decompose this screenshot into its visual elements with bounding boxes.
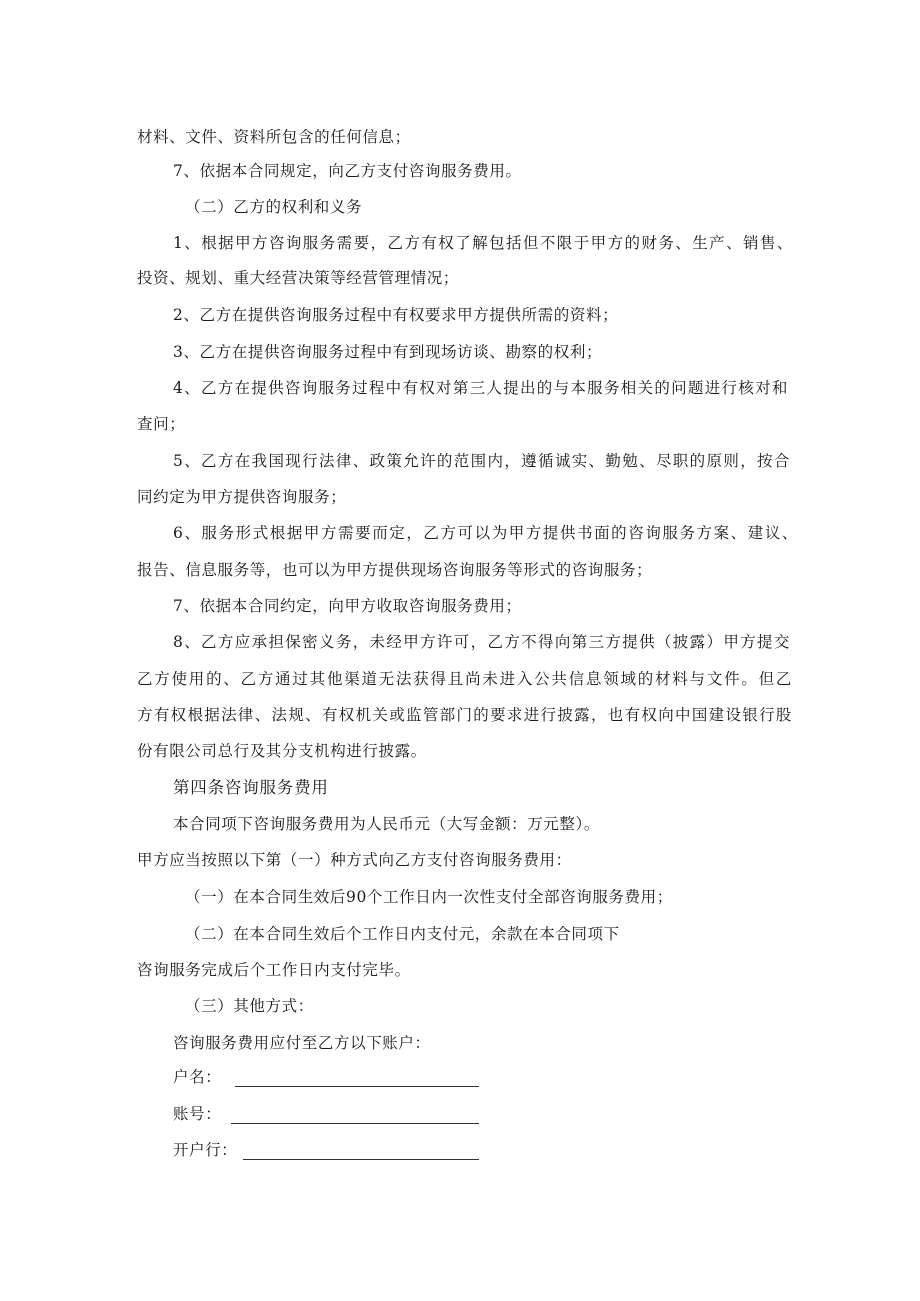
paragraph-line: 6、服务形式根据甲方需要而定，乙方可以为甲方提供书面的咨询服务方案、建议、 (173, 524, 798, 542)
paragraph-line: 7、依据本合同约定，向甲方收取咨询服务费用； (173, 597, 522, 615)
paragraph-line: 方有权根据法律、法规、有权机关或监管部门的要求进行披露，也有权向中国建设银行股 (137, 706, 792, 724)
account-name-blank (235, 1070, 479, 1087)
bank-label: 开户行： (173, 1141, 238, 1159)
paragraph-line: 3、乙方在提供咨询服务过程中有到现场访谈、勘察的权利； (173, 343, 603, 361)
paragraph-line: 2、乙方在提供咨询服务过程中有权要求甲方提供所需的资料； (173, 306, 619, 324)
account-number-field (173, 1104, 479, 1124)
bank-blank (243, 1143, 479, 1160)
article-heading: 第四条咨询服务费用 (173, 778, 329, 797)
paragraph-line: 咨询服务费用应付至乙方以下账户： (173, 1034, 431, 1052)
paragraph-line: 同约定为甲方提供咨询服务； (137, 488, 347, 506)
paragraph-line: 报告、信息服务等，也可以为甲方提供现场咨询服务等形式的咨询服务； (137, 561, 653, 579)
payment-option-3: （三）其他方式： (185, 997, 314, 1015)
bank-field (173, 1140, 479, 1160)
paragraph-line: 本合同项下咨询服务费用为人民币元（大写金额：万元整）。 (173, 815, 600, 833)
account-number-label: 账号： (173, 1105, 222, 1123)
paragraph-line: 7、依据本合同规定，向乙方支付咨询服务费用。 (173, 162, 522, 180)
paragraph-line: 8、乙方应承担保密义务，未经甲方许可，乙方不得向第三方提供（披露）甲方提交 (173, 633, 790, 651)
paragraph-line: 甲方应当按照以下第（一）种方式向乙方支付咨询服务费用： (137, 851, 572, 869)
paragraph-line: 查问； (137, 415, 186, 433)
paragraph-line: 材料、文件、资料所包含的任何信息； (137, 128, 411, 146)
paragraph-line: 乙方使用的、乙方通过其他渠道无法获得且尚未进入公共信息领域的材料与文件。但乙 (137, 670, 792, 688)
payment-option-2: （二）在本合同生效后个工作日内支付元，余款在本合同项下 (185, 925, 620, 943)
paragraph-line: 4、乙方在提供咨询服务过程中有权对第三人提出的与本服务相关的问题进行核对和 (173, 379, 788, 397)
account-name-label: 户名： (173, 1068, 222, 1086)
paragraph-line: 1、根据甲方咨询服务需要，乙方有权了解包括但不限于甲方的财务、生产、销售、 (173, 234, 793, 252)
section-subheading: （二）乙方的权利和义务 (185, 198, 363, 216)
account-number-blank (231, 1107, 479, 1124)
payment-option-1: （一）在本合同生效后90个工作日内一次性支付全部咨询服务费用； (185, 888, 673, 906)
paragraph-line: 咨询服务完成后个工作日内支付完毕。 (137, 961, 411, 979)
account-name-field (173, 1067, 479, 1087)
paragraph-line: 投资、规划、重大经营决策等经营管理情况； (137, 269, 460, 287)
paragraph-line: 份有限公司总行及其分支机构进行披露。 (137, 742, 427, 760)
paragraph-line: 5、乙方在我国现行法律、政策允许的范围内，遵循诚实、勤勉、尽职的原则，按合 (173, 452, 790, 470)
